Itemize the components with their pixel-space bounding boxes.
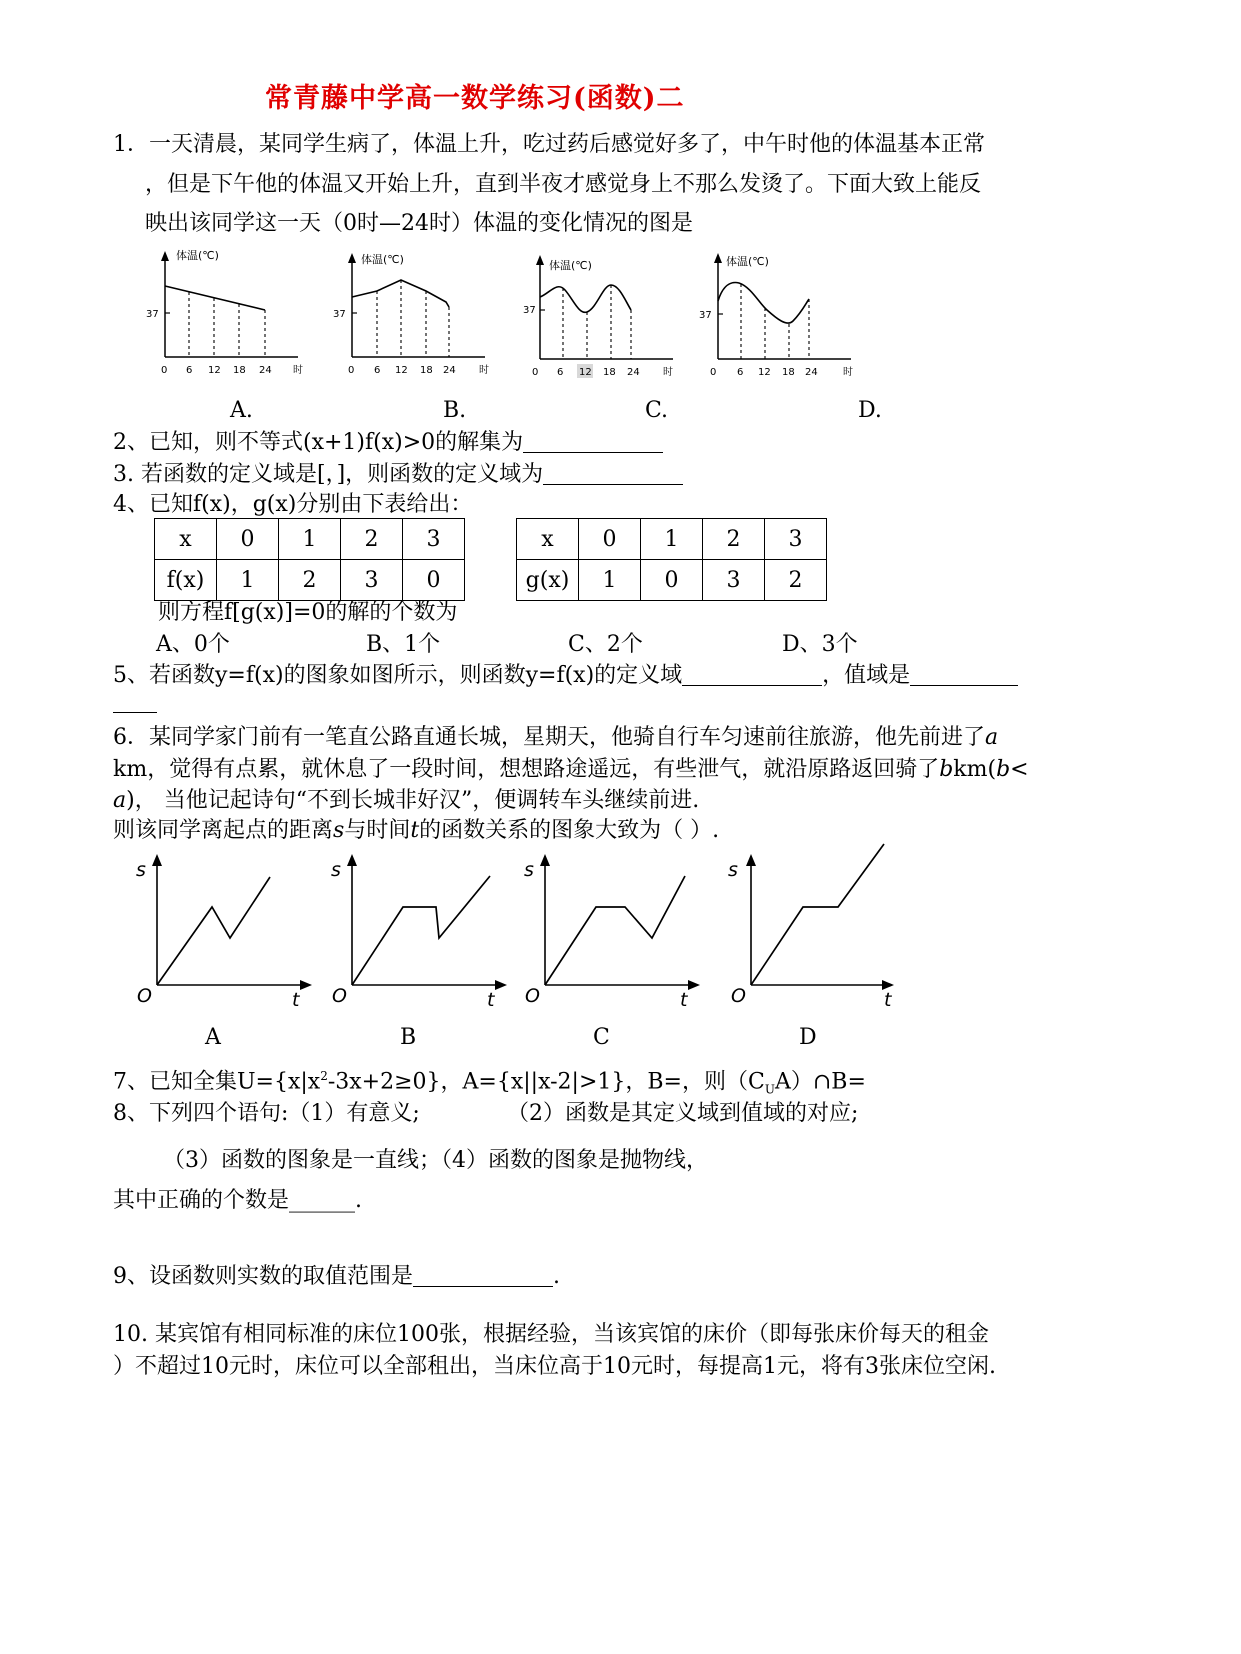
svg-text:24: 24 xyxy=(805,367,818,378)
q7-text: 7、已知全集$U=\{x|x^2-3x+2\ge 0\}$，A={x||x-2|>1}，B=，则$(C_UA)\cap B=$ xyxy=(113,1069,866,1097)
table-row: x 0 1 2 3 xyxy=(155,519,465,560)
svg-text:O: O xyxy=(525,985,540,1007)
svg-text:6: 6 xyxy=(737,367,744,378)
q10-line2: ）不超过10元时，床位可以全部租出，当床位高于10元时，每提高1元，将有3张床位空闲. xyxy=(113,1354,996,1379)
q1-choice-d: D. xyxy=(858,398,882,423)
svg-text:12: 12 xyxy=(208,365,221,376)
svg-text:时: 时 xyxy=(843,367,853,378)
svg-text:0: 0 xyxy=(161,365,168,376)
svg-text:体温(℃): 体温(℃) xyxy=(726,255,769,268)
svg-text:24: 24 xyxy=(443,365,456,376)
q3-blank xyxy=(543,462,683,485)
svg-text:体温(℃): 体温(℃) xyxy=(549,259,592,272)
q6-line2: km，觉得有点累，就休息了一段时间，想想路途遥远，有些泄气，就沿原路返回骑了bkm(b< xyxy=(113,757,1029,782)
svg-text:时: 时 xyxy=(293,365,303,376)
q6-line4: 则该同学离起点的距离s与时间t的函数关系的图象大致为（ ）. xyxy=(113,818,720,843)
q6-choice-a: A xyxy=(205,1025,221,1050)
q4-option-c: C、2个 xyxy=(568,632,643,657)
q1a-ylabel: 体温(℃) xyxy=(176,249,219,262)
q5-blank-domain xyxy=(682,663,822,686)
svg-text:18: 18 xyxy=(233,365,246,376)
q1-graph-b xyxy=(327,245,507,385)
svg-text:12: 12 xyxy=(758,367,771,378)
table-g xyxy=(516,518,827,601)
q2-blank xyxy=(523,430,663,453)
q1-graph-d xyxy=(693,245,873,385)
q4-option-d: D、3个 xyxy=(782,632,858,657)
table-row: g(x) 1 0 3 2 xyxy=(517,560,827,601)
q1-line3: 映出该同学这一天（0时—24时）体温的变化情况的图是 xyxy=(145,211,693,236)
svg-text:时: 时 xyxy=(479,365,489,376)
svg-text:s: s xyxy=(136,859,146,881)
svg-text:t: t xyxy=(487,989,495,1011)
q1-line2: ，但是下午他的体温又开始上升，直到半夜才感觉身上不那么发烫了。下面大致上能反 xyxy=(145,172,982,197)
q9-blank xyxy=(413,1264,553,1287)
svg-text:s: s xyxy=(524,859,534,881)
svg-text:12: 12 xyxy=(395,365,408,376)
q1-choice-a: A. xyxy=(230,398,253,423)
svg-text:18: 18 xyxy=(420,365,433,376)
svg-text:37: 37 xyxy=(333,309,346,320)
q1-choice-b: B. xyxy=(443,398,467,423)
q6-choice-d: D xyxy=(799,1025,817,1050)
table-row: x 0 1 2 3 xyxy=(517,519,827,560)
q5-blank-cont xyxy=(113,712,157,713)
page-title: 常青藤中学高一数学练习(函数)二 xyxy=(265,83,685,114)
svg-text:18: 18 xyxy=(782,367,795,378)
svg-text:s: s xyxy=(728,859,738,881)
q1a-ytick: 37 xyxy=(146,309,159,320)
q6-choice-b: B xyxy=(400,1025,417,1050)
q8-line1b: （2）函数是其定义域到值域的对应; xyxy=(507,1101,859,1126)
q9-text: 9、设函数则实数的取值范围是 . xyxy=(113,1264,560,1289)
q1-graph-c xyxy=(515,245,695,385)
svg-text:24: 24 xyxy=(259,365,272,376)
svg-text:37: 37 xyxy=(699,310,712,321)
q1-choice-c: C. xyxy=(645,398,669,423)
svg-text:时: 时 xyxy=(663,367,673,378)
svg-text:体温(℃): 体温(℃) xyxy=(361,253,404,266)
q6-graph-b xyxy=(327,850,517,1020)
svg-text:6: 6 xyxy=(557,367,564,378)
q8-line2: （3）函数的图象是一直线；（4）函数的图象是抛物线， xyxy=(163,1148,708,1173)
table-row: f(x) 1 2 3 0 xyxy=(155,560,465,601)
q5-blank-range xyxy=(910,663,1018,686)
q4-option-a: A、0个 xyxy=(156,632,230,657)
svg-text:6: 6 xyxy=(374,365,381,376)
q1-graph-a xyxy=(140,245,320,385)
q8-line3: 其中正确的个数是______. xyxy=(113,1188,362,1213)
svg-text:18: 18 xyxy=(603,367,616,378)
svg-text:0: 0 xyxy=(710,367,717,378)
q6-line3: a)， 当他记起诗句“不到长城非好汉”，便调转车头继续前进. xyxy=(113,788,700,813)
q8-line1a: 8、下列四个语句:（1）有意义; xyxy=(113,1101,420,1126)
svg-text:t: t xyxy=(884,989,892,1011)
svg-text:6: 6 xyxy=(186,365,193,376)
q2-text: 2、已知，则不等式(x+1)f(x)>0的解集为 xyxy=(113,428,663,458)
svg-text:0: 0 xyxy=(532,367,539,378)
q6-choice-c: C xyxy=(593,1025,610,1050)
q4-intro: 4、已知f(x)，g(x)分别由下表给出： xyxy=(113,492,473,517)
q1-line1: 1．一天清晨，某同学生病了，体温上升，吃过药后感觉好多了，中午时他的体温基本正常 xyxy=(113,132,986,157)
svg-text:37: 37 xyxy=(523,305,536,316)
q6-line1: 6．某同学家门前有一笔直公路直通长城，星期天，他骑自行车匀速前往旅游，他先前进了a xyxy=(113,725,999,750)
q5-text: 5、若函数y=f(x)的图象如图所示，则函数y=f(x)的定义域 ，值域是 xyxy=(113,661,1018,691)
table-f xyxy=(154,518,465,601)
svg-text:t: t xyxy=(680,989,688,1011)
q4-question: 则方程f[g(x)]=0的解的个数为 xyxy=(158,600,458,625)
svg-text:O: O xyxy=(731,985,746,1007)
q3-text: 3. 若函数的定义域是[，]，则函数的定义域为 xyxy=(113,460,683,490)
svg-text:t: t xyxy=(292,989,300,1011)
q6-graph-d xyxy=(726,838,916,1020)
q6-graph-c xyxy=(520,850,710,1020)
svg-text:12: 12 xyxy=(579,367,592,378)
q6-graph-a xyxy=(132,850,322,1020)
q4-option-b: B、1个 xyxy=(366,632,441,657)
svg-text:O: O xyxy=(332,985,347,1007)
q10-line1: 10. 某宾馆有相同标准的床位100张，根据经验，当该宾馆的床价（即每张床价每天的租金 xyxy=(113,1322,989,1347)
svg-text:O: O xyxy=(137,985,152,1007)
svg-text:s: s xyxy=(331,859,341,881)
svg-text:0: 0 xyxy=(348,365,355,376)
svg-text:24: 24 xyxy=(627,367,640,378)
